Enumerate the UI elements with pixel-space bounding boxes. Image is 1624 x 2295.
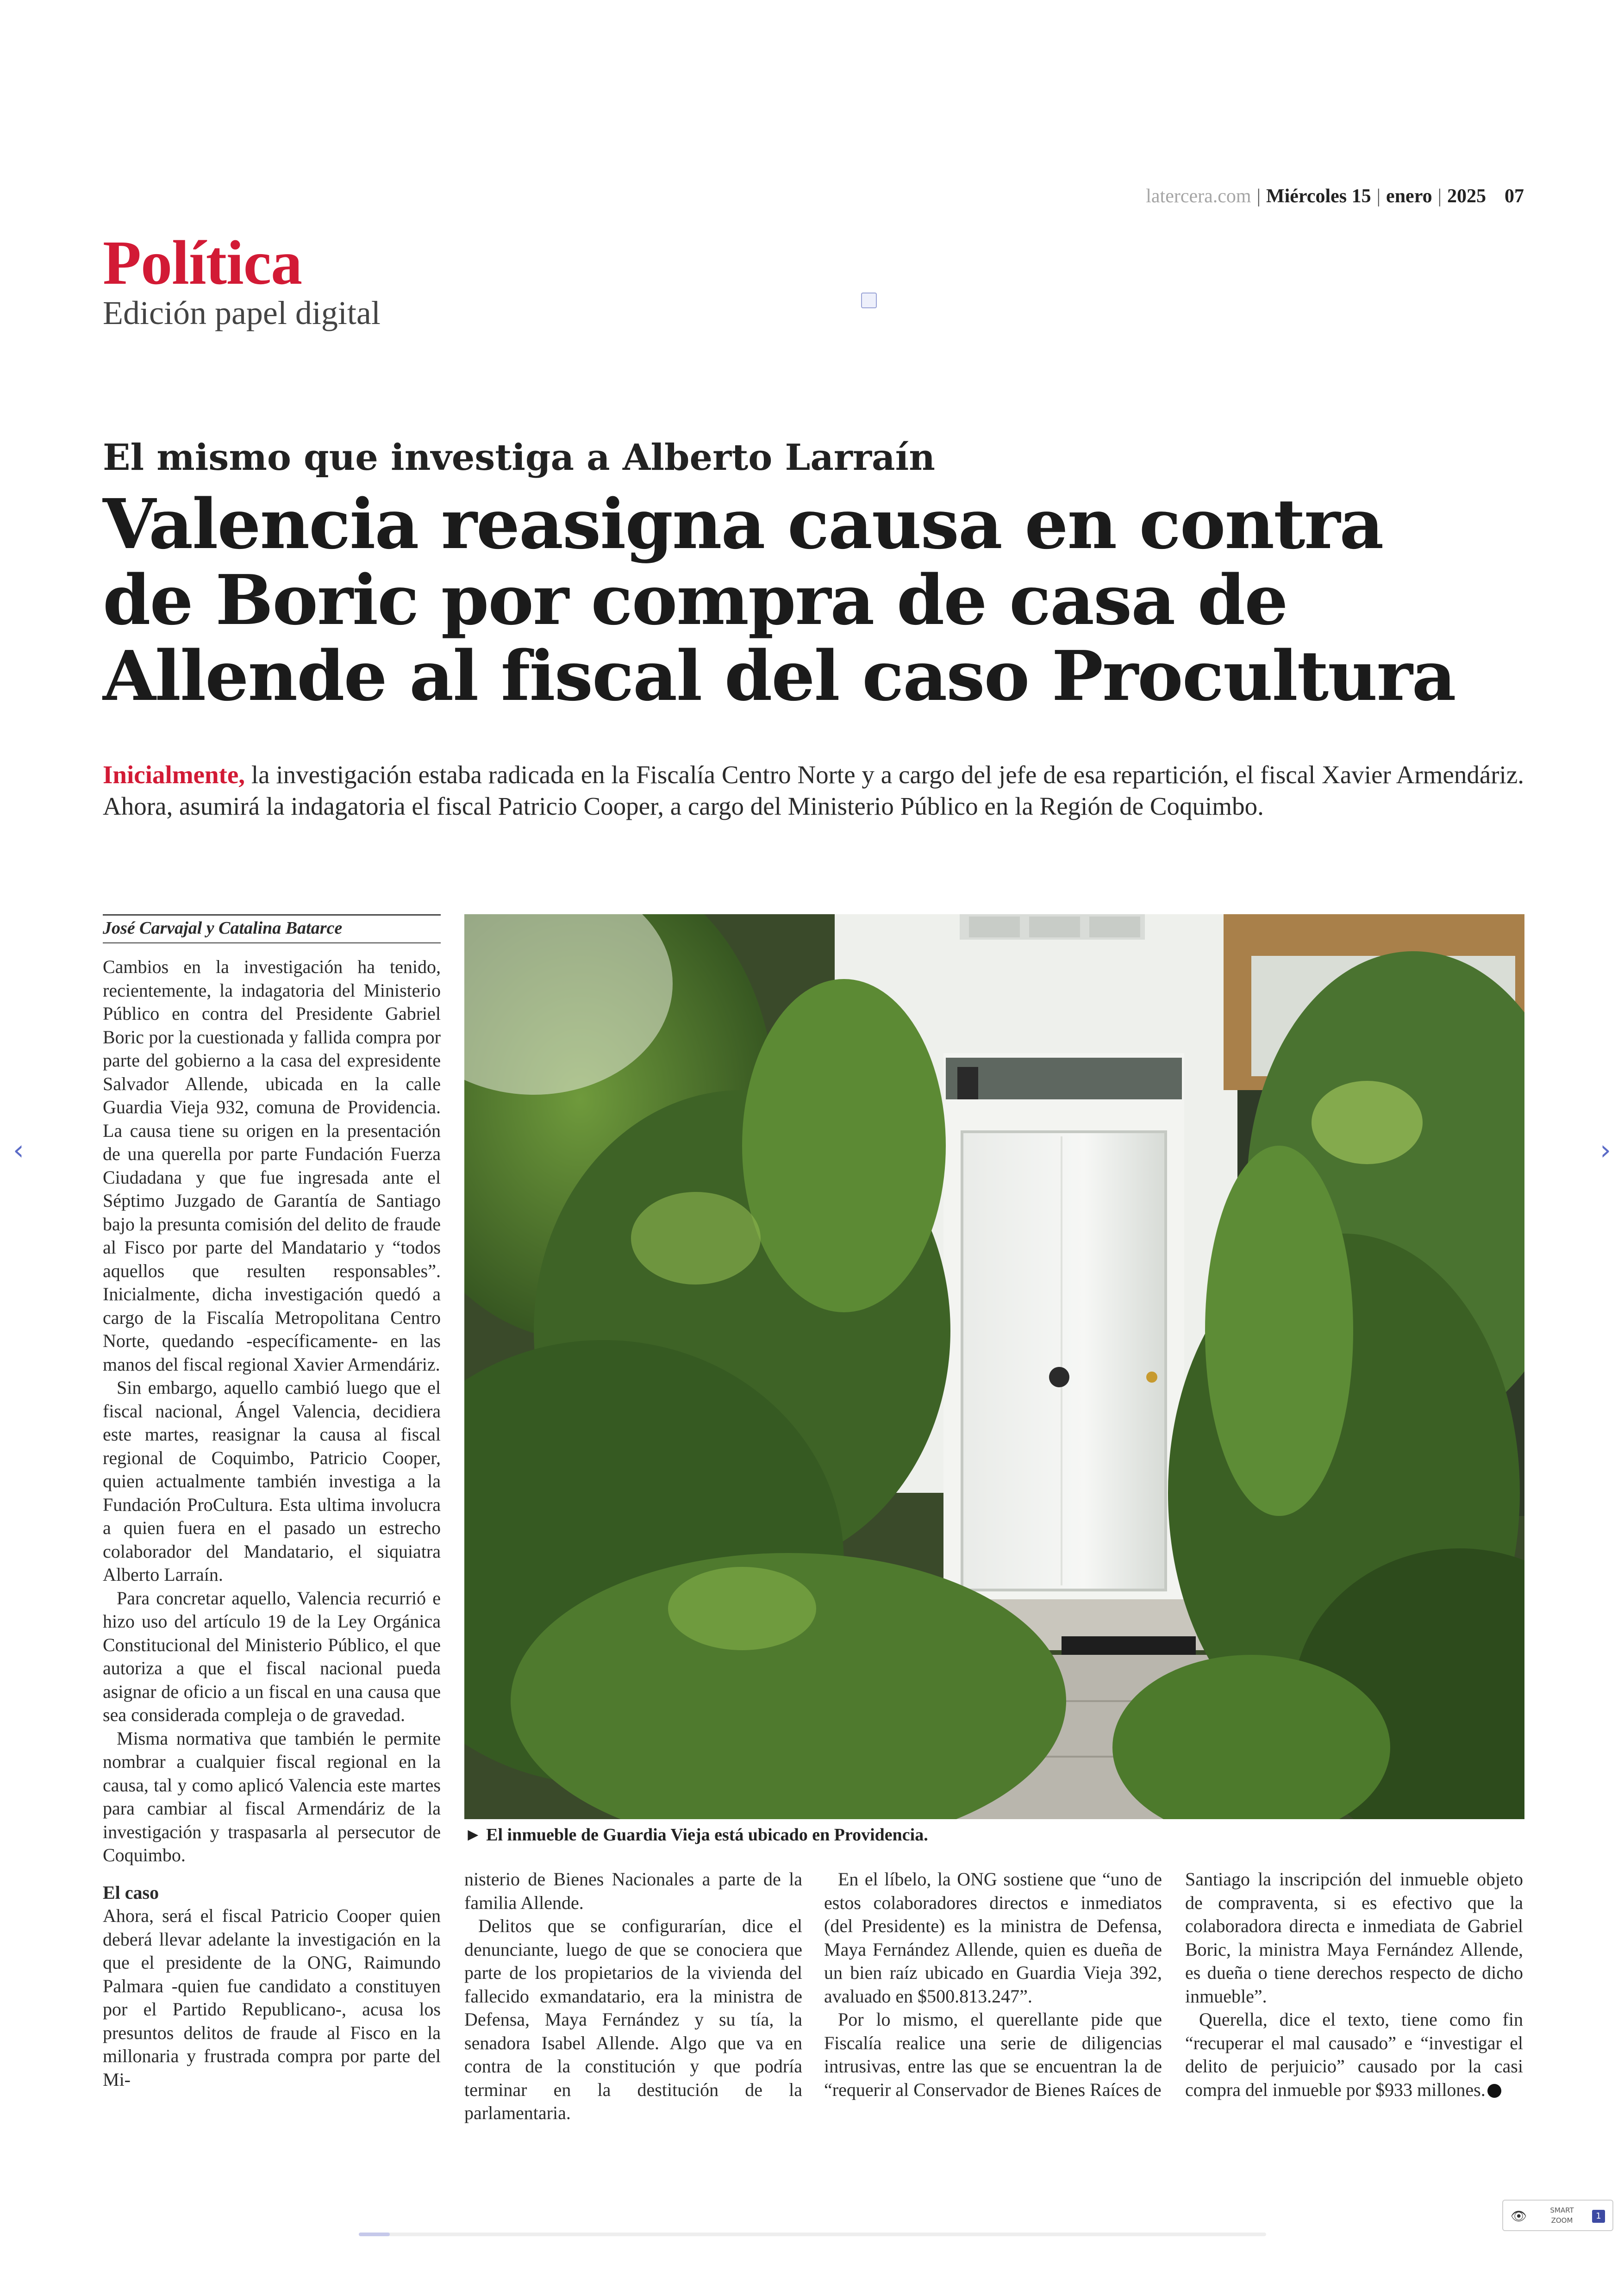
page-header-bar: latercera.com | Miércoles 15 | enero | 2025 07 (1146, 186, 1524, 207)
eye-icon: 👁 (1511, 2208, 1527, 2224)
section-subtitle: Edición papel digital (103, 294, 381, 331)
smart-zoom-count: 1 (1592, 2210, 1605, 2223)
header-month: enero (1386, 186, 1432, 207)
annotation-icon[interactable] (861, 293, 877, 308)
final-paragraph (1185, 2008, 1523, 2102)
article-kicker: El mismo que investiga a Alberto Larraín (103, 437, 935, 479)
body-paragraph: Querella, dice el texto, tiene como fin “recuperar el mal causado” e “investigar el delito de perjuicio” causado por la casi compra del inmueble por $933 millones. (1185, 2009, 1523, 2100)
page-progress-bar[interactable] (359, 2233, 1266, 2236)
article-column-3 (824, 1868, 1162, 2102)
article-headline (103, 486, 1515, 714)
header-day: Miércoles 15 (1266, 186, 1371, 207)
section-title: Política (103, 228, 302, 298)
headline-line: Valencia reasigna causa en contra (103, 484, 1383, 564)
page-progress-fill (359, 2233, 390, 2236)
article-subhead: El caso (103, 1882, 159, 1903)
body-paragraph: Para concretar aquello, Valencia recurrió e hizo uso del artículo 19 de la Ley Orgánica Constitucional del Ministerio Público, el que autoriza a que el fiscal nacional pueda asignar de oficio a un fiscal en una causa que sea considerada compleja o de gravedad. (103, 1587, 441, 1725)
article-byline: José Carvajal y Catalina Batarce (103, 914, 441, 943)
chevron-left-icon[interactable]: ‹ (13, 1134, 24, 1166)
article-column-2 (464, 1868, 802, 2125)
body-paragraph: Santiago la inscripción del inmueble objeto de compraventa, si es efectivo que la colaboradora directa e inmediata de Gabriel Boric, la ministra Maya Fernández Allende, es dueña o tiene derechos respecto de dicho inmueble”. (1185, 1869, 1523, 2007)
body-paragraph: nisterio de Bienes Nacionales a parte de la familia Allende. (464, 1869, 802, 1913)
body-paragraph: Cambios en la investigación ha tenido, recientemente, la indagatoria del Ministerio Público en contra del Presidente Gabriel Boric por la cuestionada y fallida compra por parte del gobierno a la casa del expresidente Salvador Allende, ubicada en la calle Guardia Vieja 932, comuna de Providencia. La causa tiene su origen en la presentación de una querella por parte Fundación Fuerza Ciudadana y que fue ingresada ante el Séptimo Juzgado de Garantía de Santiago bajo la presunta comisión del delito de fraude al Fisco por parte del Mandatario y “todos aquellos que resulten responsables”. Inicialmente, dicha investigación quedó a cargo de la Fiscalía Metropolitana Centro Norte, quedando -específicamente- en las manos del fiscal regional Xavier Armendáriz. (103, 956, 441, 1375)
article-column-1 (103, 914, 441, 2091)
house-door-illustration (464, 914, 1524, 1819)
article-photo[interactable] (464, 914, 1524, 1819)
body-paragraph: Sin embargo, aquello cambió luego que el fiscal nacional, Ángel Valencia, decidiera este martes, reasignar la causa al fiscal regional de Coquimbo, Patricio Cooper, quien actualmente también investiga a la Fundación ProCultura. Esta ultima involucra a quien fuera en el pasado un estrecho colaborador del Mandatario, el siquiatra Alberto Larraín. (103, 1377, 441, 1585)
article-lead (103, 759, 1524, 822)
headline-line: de Boric por compra de casa de (103, 560, 1287, 640)
body-paragraph: Por lo mismo, el querellante pide que Fiscalía realice una serie de diligencias intrusivas, entre las que se encuentran la de “requerir al Conservador de Bienes Raíces de (824, 2009, 1162, 2100)
article-column-4 (1185, 1868, 1523, 2102)
smart-zoom-line2: ZOOM (1551, 2216, 1573, 2225)
photo-caption: ► El inmueble de Guardia Vieja está ubicado en Providencia. (464, 1825, 928, 1845)
body-paragraph: Delitos que se configurarían, dice el denunciante, luego de que se conociera que parte de los propietarios de la vivienda del fallecido exmandatario, era la ministra de Defensa, Maya Fernández y su tía, la senadora Isabel Allende. Algo que va en contra de la constitución y que podría terminar en la destitución de la parlamentaria. (464, 1915, 802, 2123)
body-paragraph: En el líbelo, la ONG sostiene que “uno de estos colaboradores directos e inmediatos (del Presidente) es la ministra de Defensa, Maya Fernández Allende, quien es dueña de un bien raíz ubicado en Guardia Vieja 392, avaluado en $500.813.247”. (824, 1869, 1162, 2007)
smart-zoom-button[interactable] (1502, 2200, 1613, 2231)
lead-text: la investigación estaba radicada en la Fiscalía Centro Norte y a cargo del jefe de esa repartición, el fiscal Xavier Armendáriz. Ahora, asumirá la indagatoria el fiscal Patricio Cooper, a cargo del Ministerio Público en la Región de Coquimbo. (103, 761, 1524, 820)
lead-highlight: Inicialmente, (103, 761, 245, 789)
body-paragraph: Ahora, será el fiscal Patricio Cooper quien deberá llevar adelante la investigación en la que el presidente de la ONG, Raimundo Palmara -quien fue candidato a constituyen por el Partido Republicano-, acusa los presuntos delitos de fraude al Fisco en la millonaria y frustrada compra por parte del Mi- (103, 1905, 441, 2090)
chevron-right-icon[interactable]: › (1600, 1134, 1611, 1166)
smart-zoom-line1: SMART (1550, 2206, 1574, 2214)
headline-line: Allende al fiscal del caso Procultura (103, 636, 1455, 716)
body-paragraph: Misma normativa que también le permite nombrar a cualquier fiscal regional en la causa, tal y como aplicó Valencia este martes para cambiar al fiscal Armendáriz de la investigación y traspasarla al persecutor de Coquimbo. (103, 1727, 441, 1865)
header-year: 2025 (1447, 186, 1486, 207)
page-number: 07 (1505, 186, 1524, 207)
site-name: latercera.com (1146, 186, 1251, 207)
smart-zoom-label (1537, 2205, 1587, 2226)
end-mark-icon (1487, 2084, 1501, 2098)
